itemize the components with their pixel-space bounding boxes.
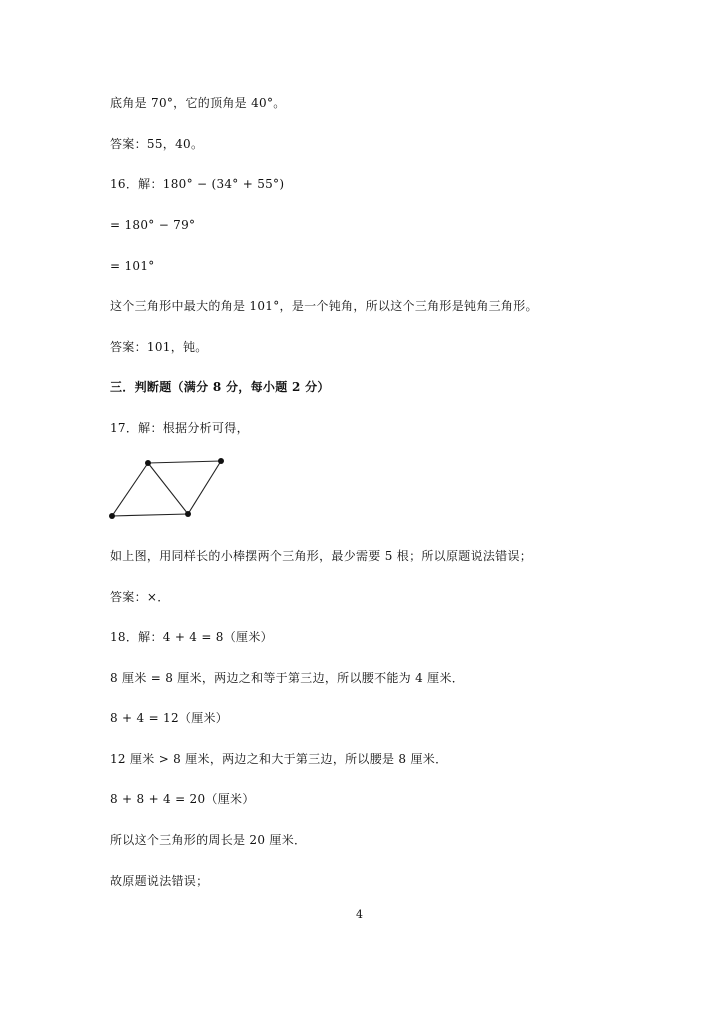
line-q18-case1: 8 厘米 = 8 厘米，两边之和等于第三边，所以腰不能为 4 厘米．: [110, 671, 465, 685]
line-q16-conclusion: 这个三角形中最大的角是 101°，是一个钝角，所以这个三角形是钝角三角形。: [110, 299, 538, 313]
stick-top: [148, 461, 221, 463]
vertex-top-left: [145, 460, 151, 466]
line-answer-16: 答案：101，钝。: [110, 340, 208, 354]
two-triangles-figure: [104, 455, 234, 525]
vertex-bottom-left: [109, 513, 115, 519]
line-q17-explanation: 如上图，用同样长的小棒摆两个三角形，最少需要 5 根；所以原题说法错误；: [110, 549, 533, 563]
stick-left: [112, 463, 148, 516]
page-number: 4: [356, 908, 363, 921]
line-answer-17: 答案：×．: [110, 590, 170, 604]
vertex-top-right: [218, 458, 224, 464]
vertex-bottom-right: [185, 511, 191, 517]
line-q18-sum: 8 + 4 = 12（厘米）: [110, 711, 229, 725]
line-q16-solution: 16．解：180° − (34° + 55°): [110, 177, 285, 191]
line-answer-15: 答案：55，40。: [110, 137, 204, 151]
line-q16-step1: = 180° − 79°: [110, 218, 196, 232]
line-q16-step2: = 101°: [110, 259, 155, 273]
line-q18-case2: 12 厘米 > 8 厘米，两边之和大于第三边，所以腰是 8 厘米．: [110, 752, 448, 766]
line-base-angle: 底角是 70°，它的顶角是 40°。: [110, 96, 286, 110]
line-q18-solution: 18．解：4 + 4 = 8（厘米）: [110, 630, 273, 644]
line-q18-perimeter: 8 + 8 + 4 = 20（厘米）: [110, 792, 255, 806]
line-q18-verdict: 故原题说法错误；: [110, 874, 209, 888]
line-q17-solution: 17．解：根据分析可得，: [110, 421, 249, 435]
section-heading-true-false: 三．判断题（满分 8 分，每小题 2 分）: [110, 380, 330, 394]
stick-right: [188, 461, 221, 514]
stick-middle: [148, 463, 188, 514]
line-q18-conclusion: 所以这个三角形的周长是 20 厘米．: [110, 833, 307, 847]
stick-bottom: [112, 514, 188, 516]
